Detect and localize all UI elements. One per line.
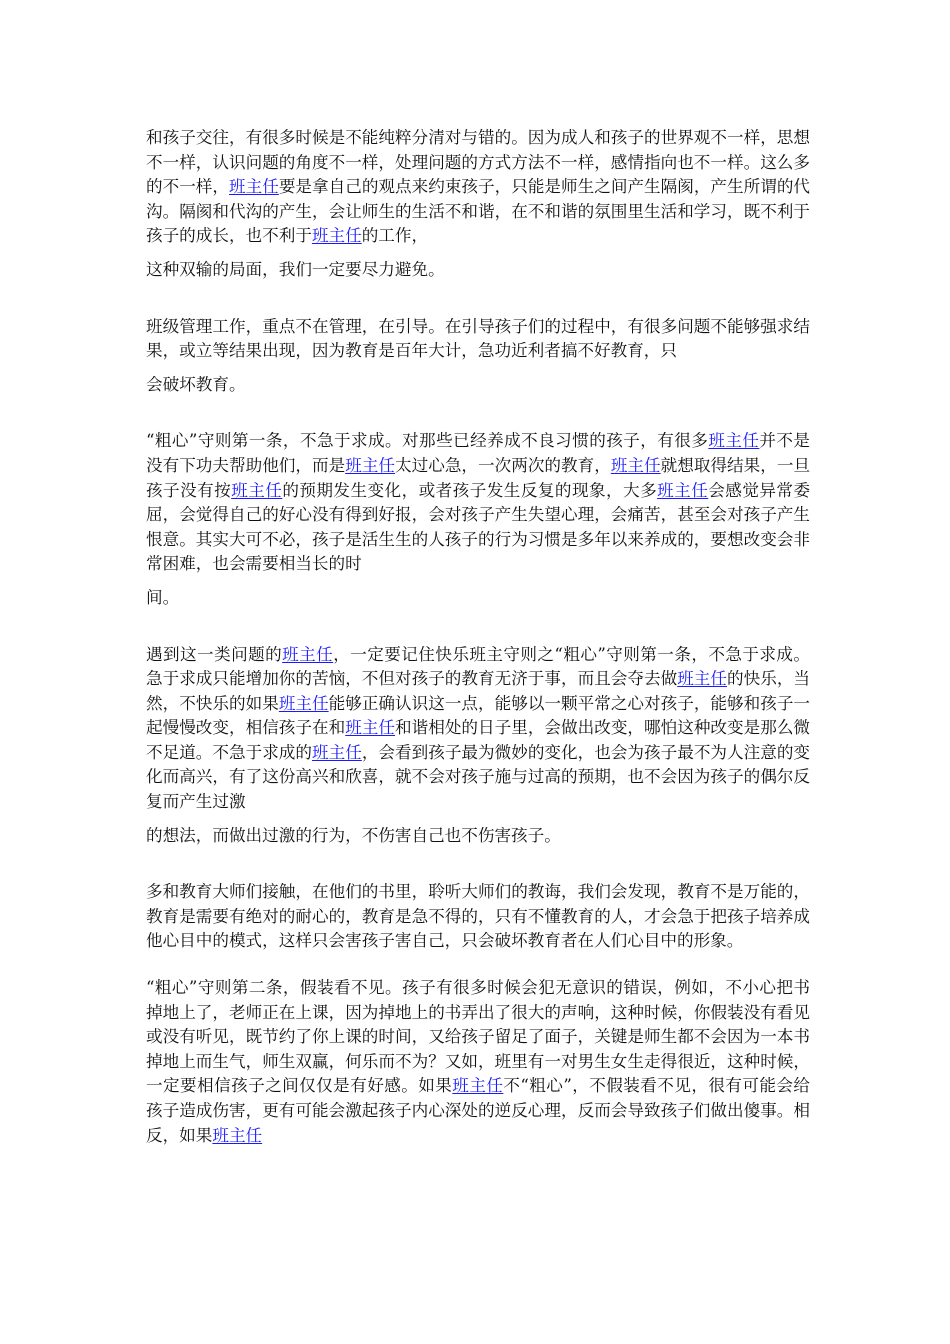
paragraph-text: 会感觉异常委屈，会觉得自己的好心没有得到好报，会对孩子产生失望心理，会痛苦，甚至会对孩子产生恨意。其实大可不必，孩子是活生生的人孩子的行为习惯是多年以来养成的，要想改变会非常困难，也会需要相当长的时	[146, 480, 811, 574]
paragraph-text: 并不是没有下功夫帮助他们，而是	[146, 431, 811, 475]
paragraph-text: 的预期发生变化，或者孩子发生反复的现象，大多	[282, 480, 658, 500]
keyword-link[interactable]: 班主任	[677, 669, 728, 689]
keyword-link[interactable]: 班主任	[610, 455, 661, 475]
paragraph-text: 要是拿自己的观点来约束孩子，只能是师生之间产生隔阂，产生所谓的代沟。隔阂和代沟的产生，会让师生的生活不和谐，在不和谐的氛围里生活和学习，既不利于孩子的成长，也不利于	[146, 177, 811, 246]
keyword-link[interactable]: 班主任	[282, 644, 334, 664]
paragraph-text: 就想取得结果，一旦孩子没有按	[146, 455, 811, 500]
paragraph	[146, 429, 810, 610]
paragraph-text: 班级管理工作，重点不在管理，在引导。在引导孩子们的过程中，有很多问题不能够强求结果，或立等结果出现，因为教育是百年大计，急功近利者搞不好教育，只	[146, 316, 810, 361]
paragraph-text: “粗心”守则第二条，假装看不见。孩子有很多时候会犯无意识的错误，例如，不小心把书掉地上了，老师正在上课，因为掉地上的书弄出了很大的声响，这种时候，你假装没有看见或没有听见，既节约了你上课的时间，又给孩子留足了面子，关键是师生都不会因为一本书掉地上而生气，师生双赢，何乐而不为？又如，班里有一对男生女生走得很近，这种时候，一定要相信孩子之间仅仅是有好感。如果	[146, 978, 810, 1096]
paragraph-text: ，一定要记住快乐班主守则之“粗心”守则第一条，不急于求成。急于求成只能增加你的苦恼，不但对孩子的教育无济于事，而且会夺去做	[146, 644, 811, 689]
keyword-link[interactable]: 班主任	[452, 1076, 504, 1096]
keyword-link[interactable]: 班主任	[345, 718, 396, 738]
paragraph-text: 遇到这一类问题的	[146, 644, 283, 664]
paragraph-text: 太过心急，一次两次的教育，	[395, 455, 611, 475]
keyword-link[interactable]: 班主任	[345, 455, 396, 475]
paragraph-text: 和孩子交往，有很多时候是不能纯粹分清对与错的。因为成人和孩子的世界观不一样，思想不一样，认识问题的角度不一样，处理问题的方式方法不一样，感情指向也不一样。这么多的不一样，	[146, 128, 810, 197]
paragraph	[146, 976, 810, 1148]
keyword-link[interactable]: 班主任	[657, 480, 709, 500]
keyword-link[interactable]: 班主任	[311, 226, 362, 246]
keyword-link[interactable]: 班主任	[229, 177, 279, 197]
paragraph-last-line: 这种双输的局面，我们一定要尽力避免。	[146, 259, 445, 279]
paragraph-last-line: 间。	[146, 587, 180, 607]
keyword-link[interactable]: 班主任	[312, 742, 362, 762]
keyword-link[interactable]: 班主任	[278, 693, 329, 713]
paragraph-text: 不“粗心”，不假装看不见，很有可能会给孩子造成伤害，更有可能会激起孩子内心深处的逆反心理，反而会导致孩子们做出傻事。相反，如果	[146, 1076, 811, 1145]
keyword-link[interactable]: 班主任	[231, 480, 283, 500]
paragraph-text: 的快乐，当然，不快乐的如果	[146, 669, 811, 713]
keyword-link[interactable]: 班主任	[212, 1125, 263, 1145]
paragraph-last-line: 会破坏教育。	[146, 374, 246, 394]
paragraph-last-line: 的想法，而做出过激的行为，不伤害自己也不伤害孩子。	[146, 825, 561, 845]
paragraph-text: 和谐相处的日子里，会做出改变，哪怕这种改变是那么微不足道。不急于求成的	[146, 718, 811, 762]
paragraph	[146, 315, 810, 398]
paragraph-text: 的工作，	[361, 226, 429, 246]
keyword-link[interactable]: 班主任	[708, 431, 760, 451]
paragraph-text: 多和教育大师们接触，在他们的书里，聆听大师们的教诲，我们会发现，教育不是万能的，教育是需要有绝对的耐心的，教育是急不得的，只有不懂教育的人，才会急于把孩子培养成他心目中的模式，这样只会害孩子害自己，只会破坏教育者在人们心目中的形象。	[146, 882, 810, 951]
paragraph-text: ，会看到孩子最为微妙的变化，也会为孩子最不为人注意的变化而高兴，有了这份高兴和欣喜，就不会对孩子施与过高的预期，也不会因为孩子的偶尔反复而产生过激	[146, 742, 811, 812]
paragraph	[146, 880, 810, 954]
paragraph	[146, 643, 810, 849]
paragraph-text: “粗心”守则第一条，不急于求成。对那些已经养成不良习惯的孩子，有很多	[146, 431, 709, 451]
document-body	[146, 126, 810, 1180]
paragraph-text: 能够正确认识这一点，能够以一颗平常之心对孩子，能够和孩子一起慢慢改变，相信孩子在和	[146, 693, 811, 738]
paragraph	[146, 126, 810, 283]
